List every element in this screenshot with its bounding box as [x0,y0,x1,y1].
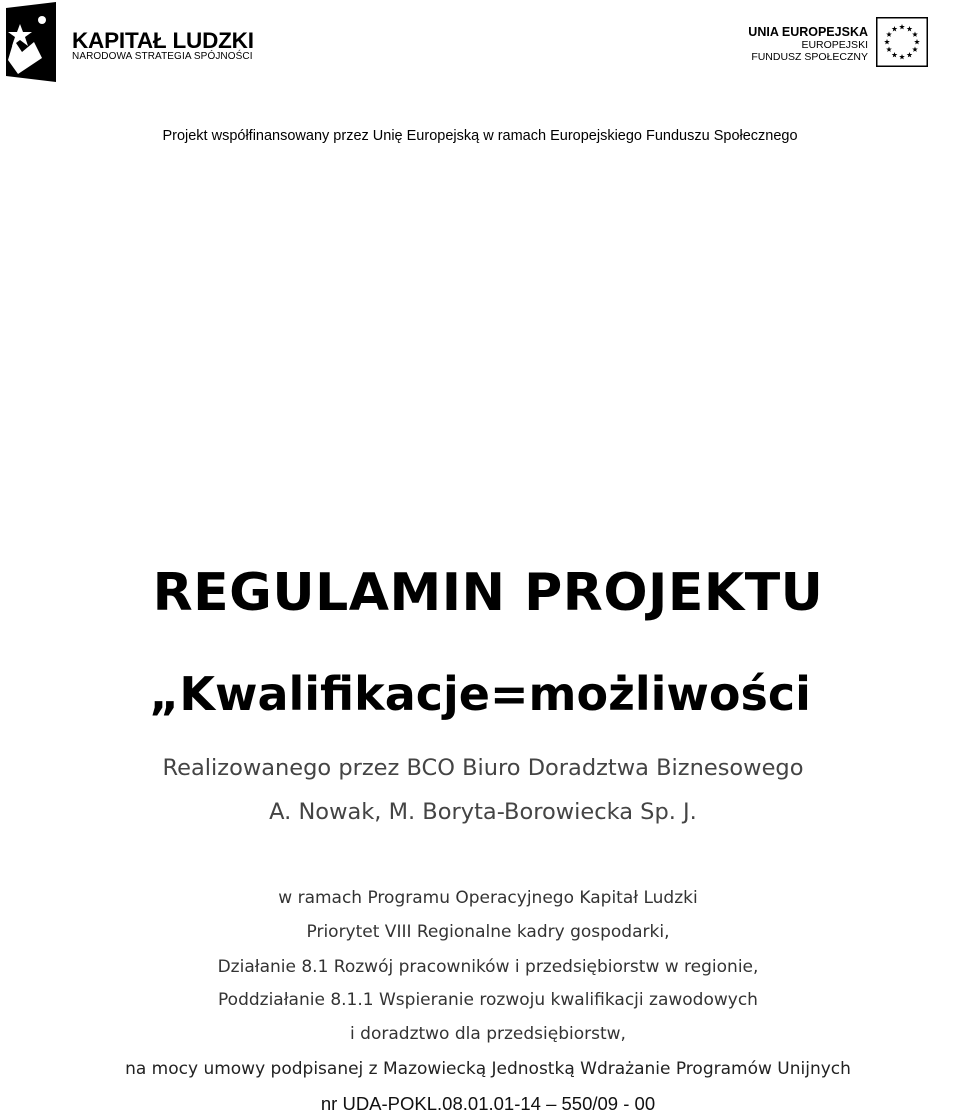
kapital-ludzki-subtitle: NARODOWA STRATEGIA SPÓJNOŚCI [72,51,253,62]
program-line-4: Poddziałanie 8.1.1 Wspieranie rozwoju kwalifikacji zawodowych [218,990,758,1010]
eu-logo-line2: EUROPEJSKI [801,39,868,52]
kapital-ludzki-emblem-icon [4,2,58,82]
eu-logo-line1: UNIA EUROPEJSKA [748,25,868,39]
kapital-ludzki-logo [0,0,260,84]
program-line-2: Priorytet VIII Regionalne kadry gospodarki, [306,922,670,942]
eu-logo-text [748,25,868,64]
program-line-5: i doradztwo dla przedsiębiorstw, [350,1024,626,1044]
cofunding-line: Projekt współfinansowany przez Unię Europejską w ramach Europejskiego Funduszu Społecznego [162,128,798,144]
program-line-6: na mocy umowy podpisanej z Mazowiecką Jednostką Wdrażanie Programów Unijnych [125,1059,851,1079]
kapital-ludzki-title: KAPITAŁ LUDZKI [72,28,254,53]
eu-logo-line3: FUNDUSZ SPOŁECZNY [751,51,868,64]
program-line-3: Działanie 8.1 Rozwój pracowników i przedsiębiorstw w regionie, [217,957,759,977]
agreement-number: nr UDA-POKL.08.01.01-14 – 550/09 - 00 [320,1093,656,1114]
company-name: A. Nowak, M. Boryta-Borowiecka Sp. J. [269,799,697,825]
eu-stars-flag-icon [876,17,928,67]
document-title: REGULAMIN PROJEKTU [152,563,824,623]
realized-by-line: Realizowanego przez BCO Biuro Doradztwa Biznesowego [162,755,804,781]
project-name: „Kwalifikacje=możliwości [149,667,811,721]
program-line-1: w ramach Programu Operacyjnego Kapitał Ludzki [278,888,698,908]
